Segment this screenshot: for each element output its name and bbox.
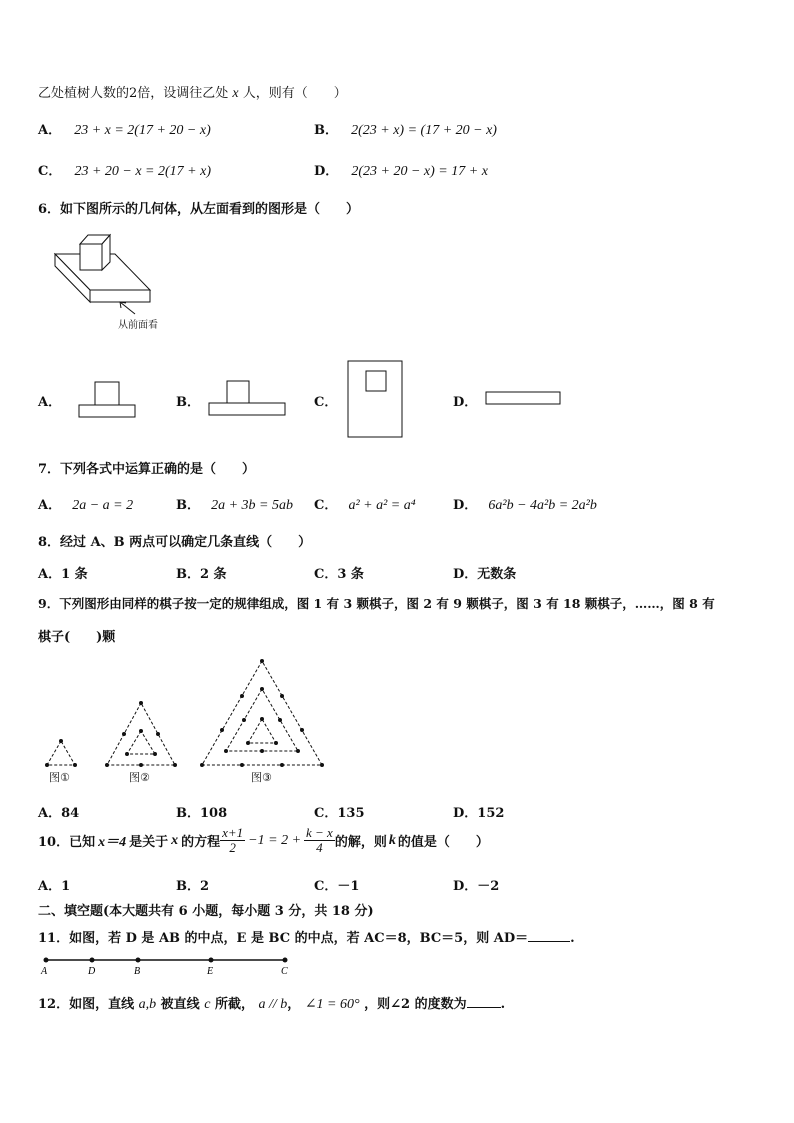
q10-condition: x＝4 <box>98 834 127 850</box>
q12-lines-ab: a,b <box>138 997 157 1012</box>
q5-tail-text: 乙处植树人数的2倍，设调往乙处 <box>38 86 229 101</box>
option-expr: 2a + 3b = 5ab <box>211 498 293 513</box>
q12-angle: ∠1 = 60° <box>304 997 360 1012</box>
fraction-numerator: x+1 <box>222 825 244 840</box>
q6-option-d-figure <box>484 390 564 406</box>
q12-end: . <box>500 997 506 1012</box>
option-letter: A． <box>38 123 62 138</box>
q6-caption: 从前面看 <box>118 320 158 331</box>
point-label-b: B <box>134 966 141 977</box>
q10-text: 的方程 <box>181 835 221 850</box>
q12-answer-blank[interactable] <box>467 1007 501 1008</box>
q10-text: 的解，则 <box>334 835 387 850</box>
section2-title: 二、填空题(本大题共有 6 小题，每小题 3 分，共 18 分) <box>38 904 374 919</box>
q6-option-b-figure <box>208 378 288 420</box>
option-expr: 23 + 20 − x = 2(17 + x) <box>74 164 211 179</box>
q7-option-d <box>453 494 597 514</box>
q10-fraction-2 <box>304 826 335 855</box>
option-expr: 2(23 + x) = (17 + 20 − x) <box>351 123 497 138</box>
q10-option-d: D．－2 <box>453 879 500 894</box>
q5-tail-line <box>38 82 347 102</box>
q5-option-d <box>314 160 488 180</box>
q9-stem-line1: 9．下列图形由同样的棋子按一定的规律组成，图 1 有 3 颗棋子，图 2 有 9 颗棋子，图 3 有 18 颗棋子，……，图 8 有 <box>38 596 715 611</box>
q7-option-b <box>176 494 293 514</box>
q5-option-b <box>314 119 497 139</box>
q8-option-c: C．3 条 <box>314 567 364 582</box>
q6-option-c: C． <box>314 395 338 410</box>
q8-stem: 8．经过 A、B 两点可以确定几条直线（ ） <box>38 535 312 550</box>
q8-option-d: D．无数条 <box>453 567 517 582</box>
point-label-c: C <box>281 966 288 977</box>
q12-text: 被直线 <box>160 997 200 1012</box>
q9-option-d: D．152 <box>453 806 505 821</box>
q9-triangles-figure <box>38 655 338 775</box>
q11-number-line <box>38 953 298 977</box>
option-expr: 23 + x = 2(17 + 20 − x) <box>74 123 211 138</box>
q10-option-b: B．2 <box>176 879 210 894</box>
q10-option-a: A．1 <box>38 879 71 894</box>
q11-end: . <box>570 931 575 946</box>
option-letter: D． <box>453 498 478 513</box>
q11-answer-blank[interactable] <box>528 941 570 942</box>
option-letter: A． <box>38 498 62 513</box>
option-expr: 2a − a = 2 <box>72 498 134 513</box>
option-expr: 2(23 + 20 − x) = 17 + x <box>351 164 488 179</box>
option-letter: C． <box>38 164 62 179</box>
q9-fig3-label: 图③ <box>251 771 272 784</box>
fraction-denominator: 2 <box>229 840 236 855</box>
q10-text: 10．已知 <box>38 835 96 850</box>
q12-text: 所截， <box>214 997 254 1012</box>
option-expr: a² + a² = a⁴ <box>348 498 416 513</box>
q6-option-a: A． <box>38 395 62 410</box>
option-letter: B． <box>176 498 200 513</box>
q12-stem: 12．如图，直线 a,b 被直线 c 所截， a // b， ∠1 = 60° ，则∠2 的度数为 . <box>38 997 506 1012</box>
q12-text: 12．如图，直线 <box>38 997 135 1012</box>
q9-fig2-label: 图② <box>129 771 150 784</box>
q7-option-c <box>314 494 416 514</box>
q6-stem: 6．如下图所示的几何体，从左面看到的图形是（ ） <box>38 202 360 217</box>
q10-fraction-1 <box>220 826 245 855</box>
q9-option-a: A．84 <box>38 806 80 821</box>
q5-var: x <box>232 86 239 101</box>
q7-stem: 7．下列各式中运算正确的是（ ） <box>38 462 256 477</box>
q9-stem-line2: 棋子( )颗 <box>38 630 116 645</box>
option-letter: D． <box>314 164 339 179</box>
point-label-d: D <box>88 966 96 977</box>
q10-option-c: C．－1 <box>314 879 360 894</box>
q9-option-c: C．135 <box>314 806 365 821</box>
q6-option-b: B． <box>176 395 200 410</box>
q8-option-b: B．2 条 <box>176 567 227 582</box>
q9-option-b: B．108 <box>176 806 228 821</box>
q6-option-c-figure <box>346 358 406 440</box>
q11-stem <box>38 927 575 946</box>
option-letter: B． <box>314 123 338 138</box>
fraction-numerator: k − x <box>306 825 333 840</box>
q10-text: 的值是（ ） <box>397 835 489 850</box>
q7-option-a <box>38 494 133 514</box>
option-expr: 6a²b − 4a²b = 2a²b <box>488 498 597 513</box>
q10-var: x <box>171 832 179 848</box>
q5-option-c <box>38 160 211 180</box>
q10-stem <box>38 826 489 855</box>
point-label-e: E <box>207 966 214 977</box>
fraction-denominator: 4 <box>316 840 323 855</box>
q11-text: 11．如图，若 D 是 AB 的中点，E 是 BC 的中点，若 AC＝8，BC＝5，则 AD＝ <box>38 931 529 946</box>
q12-text: ，则∠2 的度数为 <box>364 997 467 1012</box>
q5-option-a <box>38 119 211 139</box>
q5-tail-text2: 人，则有（ ） <box>242 86 347 101</box>
q10-equation-middle: −1 = 2 + <box>248 832 302 848</box>
option-letter: C． <box>314 498 338 513</box>
q9-fig1-label: 图① <box>49 771 70 784</box>
q12-parallel: a // b <box>258 997 288 1012</box>
q6-option-a-figure <box>78 378 138 420</box>
point-label-a: A <box>41 966 48 977</box>
q6-option-d: D． <box>453 395 478 410</box>
q10-text: 是关于 <box>129 835 169 850</box>
q12-line-c: c <box>204 997 211 1012</box>
q10-k: k <box>388 832 396 848</box>
q8-option-a: A．1 条 <box>38 567 88 582</box>
